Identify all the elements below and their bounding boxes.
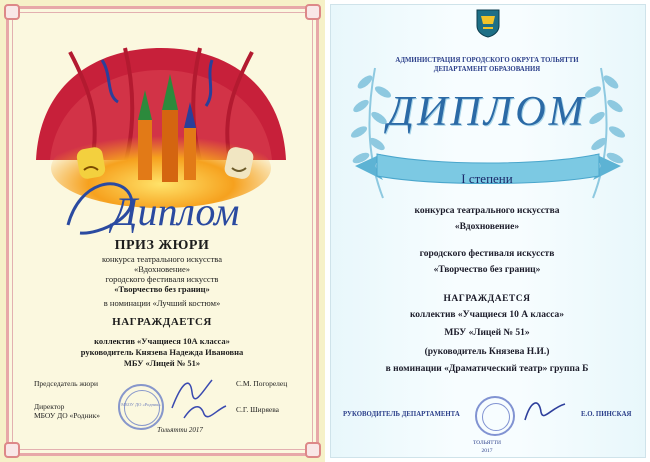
recipient-line: коллектив «Учащиеся 10А класса» <box>94 336 230 346</box>
corner-ornament <box>305 442 321 458</box>
recipient-line: МБУ «Лицей № 51» <box>123 358 201 368</box>
sign-role: РУКОВОДИТЕЛЬ ДЕПАРТАМЕНТА <box>343 411 460 418</box>
recipient-line: МБУ «Лицей № 51» <box>444 328 530 338</box>
sign2-name: С.Г. Ширяева <box>236 405 279 414</box>
sign2-role: Директор МБОУ ДО «Родник» <box>34 402 101 420</box>
left-title-word: Диплом <box>112 189 240 234</box>
footer-year: 2017 <box>481 448 493 454</box>
recipient-line: коллектив «Учащиеся 10 А класса» <box>409 310 565 320</box>
recipient-line: руководитель Князева Надежда Ивановна <box>80 347 244 357</box>
city-crest-icon <box>475 8 501 38</box>
left-footer: Тольятти 2017 <box>157 426 203 434</box>
right-title-word: ДИПЛОМ <box>387 89 587 135</box>
contest-name: «Вдохновение» <box>454 222 520 232</box>
festival-name: «Творчество без границ» <box>114 284 210 294</box>
sign1-name: С.М. Погорелец <box>236 379 288 388</box>
stamp-seal <box>475 396 515 436</box>
awarded-heading: НАГРАЖДАЕТСЯ <box>112 316 212 328</box>
diploma-script-title <box>60 175 280 245</box>
nomination-line: в номинации «Лучший костюм» <box>103 298 221 308</box>
sign1-role: Председатель жюри <box>34 379 99 388</box>
header-department: ДЕПАРТАМЕНТ ОБРАЗОВАНИЯ <box>433 66 541 73</box>
right-diploma <box>325 0 650 462</box>
festival-name: «Творчество без границ» <box>433 265 541 275</box>
awarded-heading: НАГРАЖДАЕТСЯ <box>443 294 531 304</box>
corner-ornament <box>4 4 20 20</box>
contest-name: «Вдохновение» <box>134 264 190 274</box>
corner-ornament <box>305 4 321 20</box>
nomination-line: в номинации «Драматический театр» группа Б <box>385 364 589 374</box>
festival-line: городского фестиваля искусств <box>419 249 555 259</box>
prize-title: ПРИЗ ЖЮРИ <box>114 238 210 253</box>
corner-ornament <box>4 442 20 458</box>
degree-label: I степени <box>461 171 513 186</box>
festival-line: городского фестиваля искусств <box>105 274 219 284</box>
footer-city: ТОЛЬЯТТИ <box>473 440 501 446</box>
recipient-line: (руководитель Князева Н.И.) <box>424 347 550 357</box>
stamp-seal <box>118 384 164 430</box>
contest-line: конкурса театрального искусства <box>102 254 222 264</box>
signature-mark <box>180 400 230 424</box>
sign-name: Е.О. ПИНСКАЯ <box>581 411 632 418</box>
signature-mark <box>521 394 569 428</box>
contest-line: конкурса театрального искусства <box>414 206 560 216</box>
header-admin: АДМИНИСТРАЦИЯ ГОРОДСКОГО ОКРУГА ТОЛЬЯТТИ <box>395 57 579 64</box>
stamp-text: МБОУ ДО «Родник» <box>121 402 161 407</box>
